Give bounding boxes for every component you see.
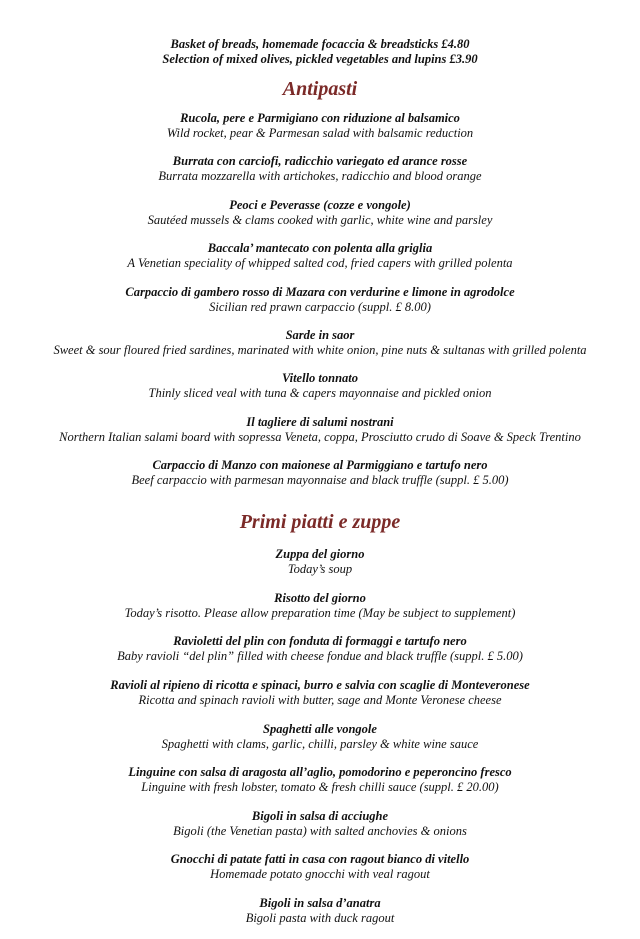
dish-description: Sautéed mussels & clams cooked with garlic, white wine and parsley <box>147 212 493 227</box>
dish-description: Today’s soup <box>287 562 353 577</box>
dish-description: Burrata mozzarella with artichokes, radicchio and blood orange <box>158 169 482 184</box>
dish-item <box>0 458 640 488</box>
dish-name: Carpaccio di gambero rosso di Mazara con verdurine e limone in agrodolce <box>125 284 515 299</box>
dish-item <box>0 809 640 839</box>
dish-item <box>0 415 640 445</box>
dish-item <box>0 896 640 926</box>
dish-name: Il tagliere di salumi nostrani <box>246 414 394 429</box>
dish-item <box>0 547 640 577</box>
dish-name: Burrata con carciofi, radicchio variegato ed arance rosse <box>172 154 468 169</box>
dish-name: Ravioletti del plin con fonduta di formaggi e tartufo nero <box>173 634 467 649</box>
dish-name: Vitello tonnato <box>281 371 359 386</box>
dish-item <box>0 371 640 401</box>
dish-description: Thinly sliced veal with tuna & capers mayonnaise and pickled onion <box>148 386 492 401</box>
dish-name: Bigoli in salsa di acciughe <box>251 808 389 823</box>
dish-name: Ravioli al ripieno di ricotta e spinaci, burro e salvia con scaglie di Monteveronese <box>110 677 530 692</box>
dish-description: Beef carpaccio with parmesan mayonnaise and black truffle (suppl. £ 5.00) <box>131 473 509 488</box>
dish-item <box>0 198 640 228</box>
dish-name: Baccala’ mantecato con polenta alla griglia <box>207 241 433 256</box>
dish-item <box>0 591 640 621</box>
dish-name: Zuppa del giorno <box>275 547 365 562</box>
dish-item <box>0 328 640 358</box>
dish-item <box>0 154 640 184</box>
dish-name: Spaghetti alle vongole <box>263 721 377 736</box>
dish-item <box>0 634 640 664</box>
dish-description: Sweet & sour floured fried sardines, marinated with white onion, pine nuts & sultanas with grilled polenta <box>53 342 587 357</box>
dish-name: Rucola, pere e Parmigiano con riduzione al balsamico <box>180 111 460 125</box>
dish-description: Bigoli pasta with duck ragout <box>245 910 395 925</box>
dish-description: Northern Italian salami board with sopressa Veneta, coppa, Prosciutto crudo di Soave & Speck Trentino <box>59 429 581 444</box>
dish-description: Spaghetti with clams, garlic, chilli, parsley & white wine sauce <box>161 736 479 751</box>
dish-name: Sarde in saor <box>285 327 355 342</box>
dish-description: Sicilian red prawn carpaccio (suppl. £ 8.00) <box>209 299 431 314</box>
dish-item <box>0 722 640 752</box>
primi-heading: Primi piatti e zuppe <box>239 511 401 534</box>
antipasti-list <box>0 111 640 488</box>
dish-name: Linguine con salsa di aragosta all’aglio, pomodorino e peperoncino fresco <box>128 765 512 780</box>
dish-item <box>0 285 640 315</box>
bread-basket-line: Basket of breads, homemade focaccia & breadsticks £4.80 <box>170 37 470 51</box>
dish-name: Peoci e Peverasse (cozze e vongole) <box>229 197 411 212</box>
primi-list <box>0 547 640 926</box>
dish-description: Ricotta and spinach ravioli with butter, sage and Monte Veronese cheese <box>138 692 502 707</box>
dish-item <box>0 765 640 795</box>
dish-item <box>0 111 640 141</box>
dish-description: Linguine with fresh lobster, tomato & fresh chilli sauce (suppl. £ 20.00) <box>141 780 499 795</box>
menu-page <box>0 37 640 939</box>
dish-description: Homemade potato gnocchi with veal ragout <box>210 867 430 882</box>
dish-item <box>0 241 640 271</box>
dish-name: Risotto del giorno <box>274 590 366 605</box>
dish-description: Baby ravioli “del plin” filled with cheese fondue and black truffle (suppl. £ 5.00) <box>117 649 523 664</box>
olives-line: Selection of mixed olives, pickled vegetables and lupins £3.90 <box>162 52 478 66</box>
antipasti-heading: Antipasti <box>282 78 358 100</box>
dish-name: Bigoli in salsa d’anatra <box>259 895 381 910</box>
dish-description: Wild rocket, pear & Parmesan salad with balsamic reduction <box>166 126 474 140</box>
dish-description: Bigoli (the Venetian pasta) with salted anchovies & onions <box>173 823 467 838</box>
dish-name: Carpaccio di Manzo con maionese al Parmiggiano e tartufo nero <box>152 458 488 473</box>
dish-description: Today’s risotto. Please allow preparation time (May be subject to supplement) <box>124 605 516 620</box>
intro-block <box>0 37 640 67</box>
dish-item <box>0 678 640 708</box>
dish-description: A Venetian speciality of whipped salted cod, fried capers with grilled polenta <box>127 256 513 271</box>
dish-item <box>0 852 640 882</box>
dish-name: Gnocchi di patate fatti in casa con ragout bianco di vitello <box>170 852 470 867</box>
